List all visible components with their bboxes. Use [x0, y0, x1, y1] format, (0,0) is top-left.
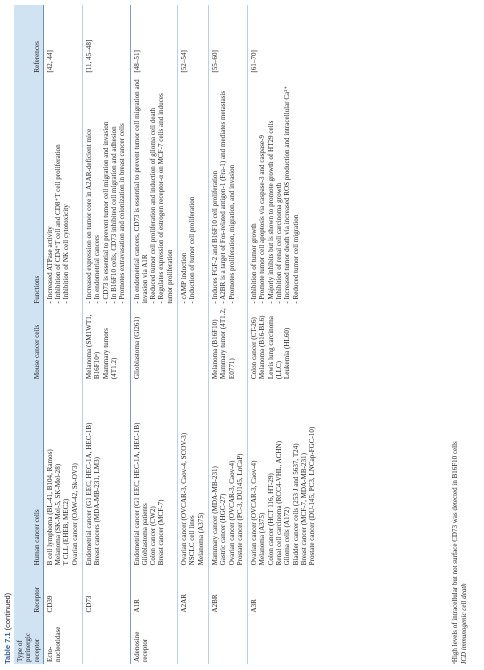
- table-row: [248, 5, 320, 664]
- cell-human-line: Glioblastoma patients: [140, 503, 149, 566]
- cell-human-line: T CLL (EHEB, MEC2): [62, 498, 71, 566]
- cell-human-line: Colon cancer (HCT 116, HT-29): [266, 473, 275, 566]
- cell-mouse: [248, 306, 320, 381]
- receptor-table: [14, 5, 320, 664]
- table-header-row: [14, 5, 43, 664]
- cell-human-line: Endometrial cancer (G1 EEC, HEC-1A, HEC-1B): [132, 422, 141, 566]
- cell-receptor: A1R: [130, 567, 177, 614]
- cell-functions-line: - In B16F10 cells, CD73 inhibited cell migration and adhesion: [109, 126, 118, 304]
- cell-mouse: [208, 306, 247, 381]
- cell-mouse-line: Lewis lung carcinoma (LLC): [266, 316, 284, 380]
- cell-type: Ecto-nucleotidase: [43, 615, 82, 665]
- header-mouse: Mouse cancer cells: [14, 306, 43, 381]
- cell-human-line: Colon cancer (CW2): [149, 506, 158, 566]
- cell-human-line: B cell lymphoma (BL-41, B104, Ramos): [45, 449, 54, 566]
- cell-receptor: A2AR: [178, 567, 209, 614]
- cell-human-line: Prostate cancer (PC-3, DU145, LnCaP): [235, 453, 244, 566]
- cell-receptor: A2BR: [208, 567, 247, 614]
- cell-human-line: Melanoma (SK-Mel-5, SK-Mel-28): [54, 463, 63, 566]
- cell-type: [248, 615, 320, 665]
- cell-mouse-line: Mammary tumor (4T1.2, E0771): [219, 308, 236, 380]
- cell-functions-line: - Inhibition of tumor growth: [250, 223, 259, 304]
- cell-references: [11, 45–48]: [83, 5, 130, 75]
- cell-human: [208, 381, 247, 567]
- cell-references: [48–51]: [130, 5, 177, 75]
- cell-human-line: NSCLC cell lines: [188, 515, 197, 566]
- footnote-icd: ICD immunogenic cell death: [460, 583, 468, 664]
- cell-functions: [83, 75, 130, 306]
- cell-human-line: Gastric cancer (HGC-27): [219, 493, 228, 566]
- table-row: [130, 5, 177, 664]
- cell-mouse-line: Leukemia (HL60): [283, 327, 292, 380]
- cell-functions-line: - A2BR is a target of Fos-related antigen-1 (Fra-1) and mediates metastasis: [219, 90, 228, 304]
- cell-functions-line: - Reduced tumor cell proliferation and induction of glioma cell death: [149, 107, 158, 304]
- cell-human-line: Endometrial cancer (G1 EEC, HEC-1A, HEC-1B): [85, 422, 94, 566]
- cell-functions: [130, 75, 177, 306]
- cell-type: Adenosine receptor: [130, 615, 177, 665]
- cell-human: [43, 381, 82, 567]
- cell-human: [248, 381, 320, 567]
- cell-functions-line: - In endometrial cancers: [93, 234, 102, 304]
- cell-mouse-line: Colon cancer (CT-26): [250, 317, 259, 380]
- cell-mouse: [130, 306, 177, 381]
- table-row: [208, 5, 247, 664]
- cell-functions-line: - Majorly inhibits but is shown to promote growth of HT29 cells: [266, 120, 275, 304]
- header-receptor: Receptor: [14, 567, 43, 614]
- header-functions: Functions: [14, 75, 43, 306]
- cell-human-line: Ovarian cancer (OVCAR-3, Caov-4): [250, 460, 259, 566]
- cell-references: [55–60]: [208, 5, 247, 75]
- cell-human-line: Prostate cancer (DU-145, PC3, LNCap-FGC-10): [308, 426, 317, 566]
- cell-functions-line: - Induction of tumor cell proliferation: [188, 196, 197, 304]
- cell-type: [208, 615, 247, 665]
- footnote-cd73: ᵃHigh levels of intracellular but not surface CD73 was detected in B16F10 cells: [451, 441, 459, 664]
- cell-receptor: A3R: [248, 567, 320, 614]
- cell-mouse-line: Melanoma (B16F10): [210, 319, 219, 380]
- table-row: [43, 5, 82, 664]
- cell-mouse-line: Glioblastoma (Gl261): [132, 316, 141, 380]
- cell-type: [83, 615, 130, 665]
- cell-mouse: [178, 306, 209, 381]
- cell-human-line: Ovarian cancer (OAW-42, Sk-OV3): [70, 463, 79, 566]
- table-caption: [3, 593, 12, 664]
- cell-mouse: [83, 306, 130, 381]
- cell-functions: [208, 75, 247, 306]
- cell-mouse-line: Mammary tumors (4T1.2): [101, 328, 118, 380]
- cell-human: [83, 381, 130, 567]
- cell-human-line: Renal cell carcinoma (RCC4-VHL, ACHN): [275, 441, 284, 566]
- cell-functions-line: - Inhibition of CD4⁺T cell and CD8⁺T cell proliferation: [54, 144, 63, 304]
- table-row: [83, 5, 130, 664]
- cell-functions-line: - Inhibition of renal cell carcinoma growth: [275, 182, 284, 304]
- cell-functions-line: - Promotes proliferation, migration, and invasion: [227, 164, 236, 304]
- cell-human-line: Ovarian cancer (OVCAR-3, Caov-4): [227, 460, 236, 566]
- header-type: Type of purinergic receptor: [14, 615, 43, 665]
- table-continued: (continued): [3, 592, 12, 631]
- cell-human-line: Bladder cancer cells (253 J and 5637, T24): [291, 443, 300, 566]
- header-human: Human cancer cells: [14, 381, 43, 567]
- cell-human-line: Melanoma (A375): [196, 512, 205, 566]
- table-row: [178, 5, 209, 664]
- cell-human: [178, 381, 209, 567]
- cell-type: [178, 615, 209, 665]
- cell-mouse-line: Melanoma (SM1WT1, B16F10ᵃ): [85, 314, 102, 380]
- cell-human-line: Breast cancer (MCF-7, MDA-MB-231): [299, 453, 308, 566]
- cell-mouse: [43, 306, 82, 381]
- cell-human-line: Melanoma (A375): [258, 512, 267, 566]
- cell-receptor: CD73: [83, 567, 130, 614]
- cell-functions-line: - Inhibition of NK cell cytotoxicity: [62, 204, 71, 304]
- cell-functions-line: - Reduced tumor cell migration: [291, 214, 300, 304]
- cell-human-line: Ovarian cancer (OVCAR-3, Caov-4, SCOV-3): [180, 432, 189, 566]
- cell-human-line: Breast cancers (MDA-MB-231, LM3): [93, 457, 102, 566]
- cell-human: [130, 381, 177, 567]
- cell-receptor: CD39: [43, 567, 82, 614]
- cell-functions-line: - Increased expression on tumor core in A2AR-deficient mice: [85, 128, 94, 304]
- cell-human-line: Mammary cancer (MDA-MB-231): [210, 466, 219, 566]
- cell-functions: [178, 75, 209, 306]
- cell-functions-line: - CD73 is essential to prevent tumor cell migration and invasion: [101, 121, 110, 304]
- cell-functions-line: - Promotes extravasation and colonization in breast cancer cells: [118, 123, 127, 304]
- cell-functions: [248, 75, 320, 306]
- cell-functions-line: - Increased ATPase activity: [45, 226, 54, 304]
- cell-references: [42, 44]: [43, 5, 82, 75]
- cell-functions-line: - Regulates expression of estrogen receptor-α on MCF-7 cells and induces tumor proliferation: [157, 93, 174, 304]
- cell-functions: [43, 75, 82, 306]
- cell-references: [61–70]: [248, 5, 320, 75]
- header-references: References: [14, 5, 43, 75]
- cell-functions-line: - cAMP induction: [180, 252, 189, 304]
- cell-functions-line: - Induces FGF-2 and B16F10 cell proliferation: [210, 170, 219, 304]
- cell-human-line: Breast cancer (MCF-7): [157, 499, 166, 566]
- cell-human-line: Glioma cells (A172): [283, 507, 292, 566]
- cell-functions-line: - Promote tumor cell apoptosis via caspase-3 and caspase-9: [258, 135, 267, 304]
- table-label: Table 7.1: [3, 632, 12, 664]
- cell-mouse-line: Melanoma (B16-BL6): [258, 315, 267, 380]
- cell-references: [52–54]: [178, 5, 209, 75]
- cell-functions-line: - In endometrial cancers, CD73 is essential to prevent tumor cell migration and invasion via A1R: [132, 79, 149, 304]
- cell-functions-line: - Increased tumor death via increased ROS production and intracellular Ca²⁺: [283, 85, 292, 304]
